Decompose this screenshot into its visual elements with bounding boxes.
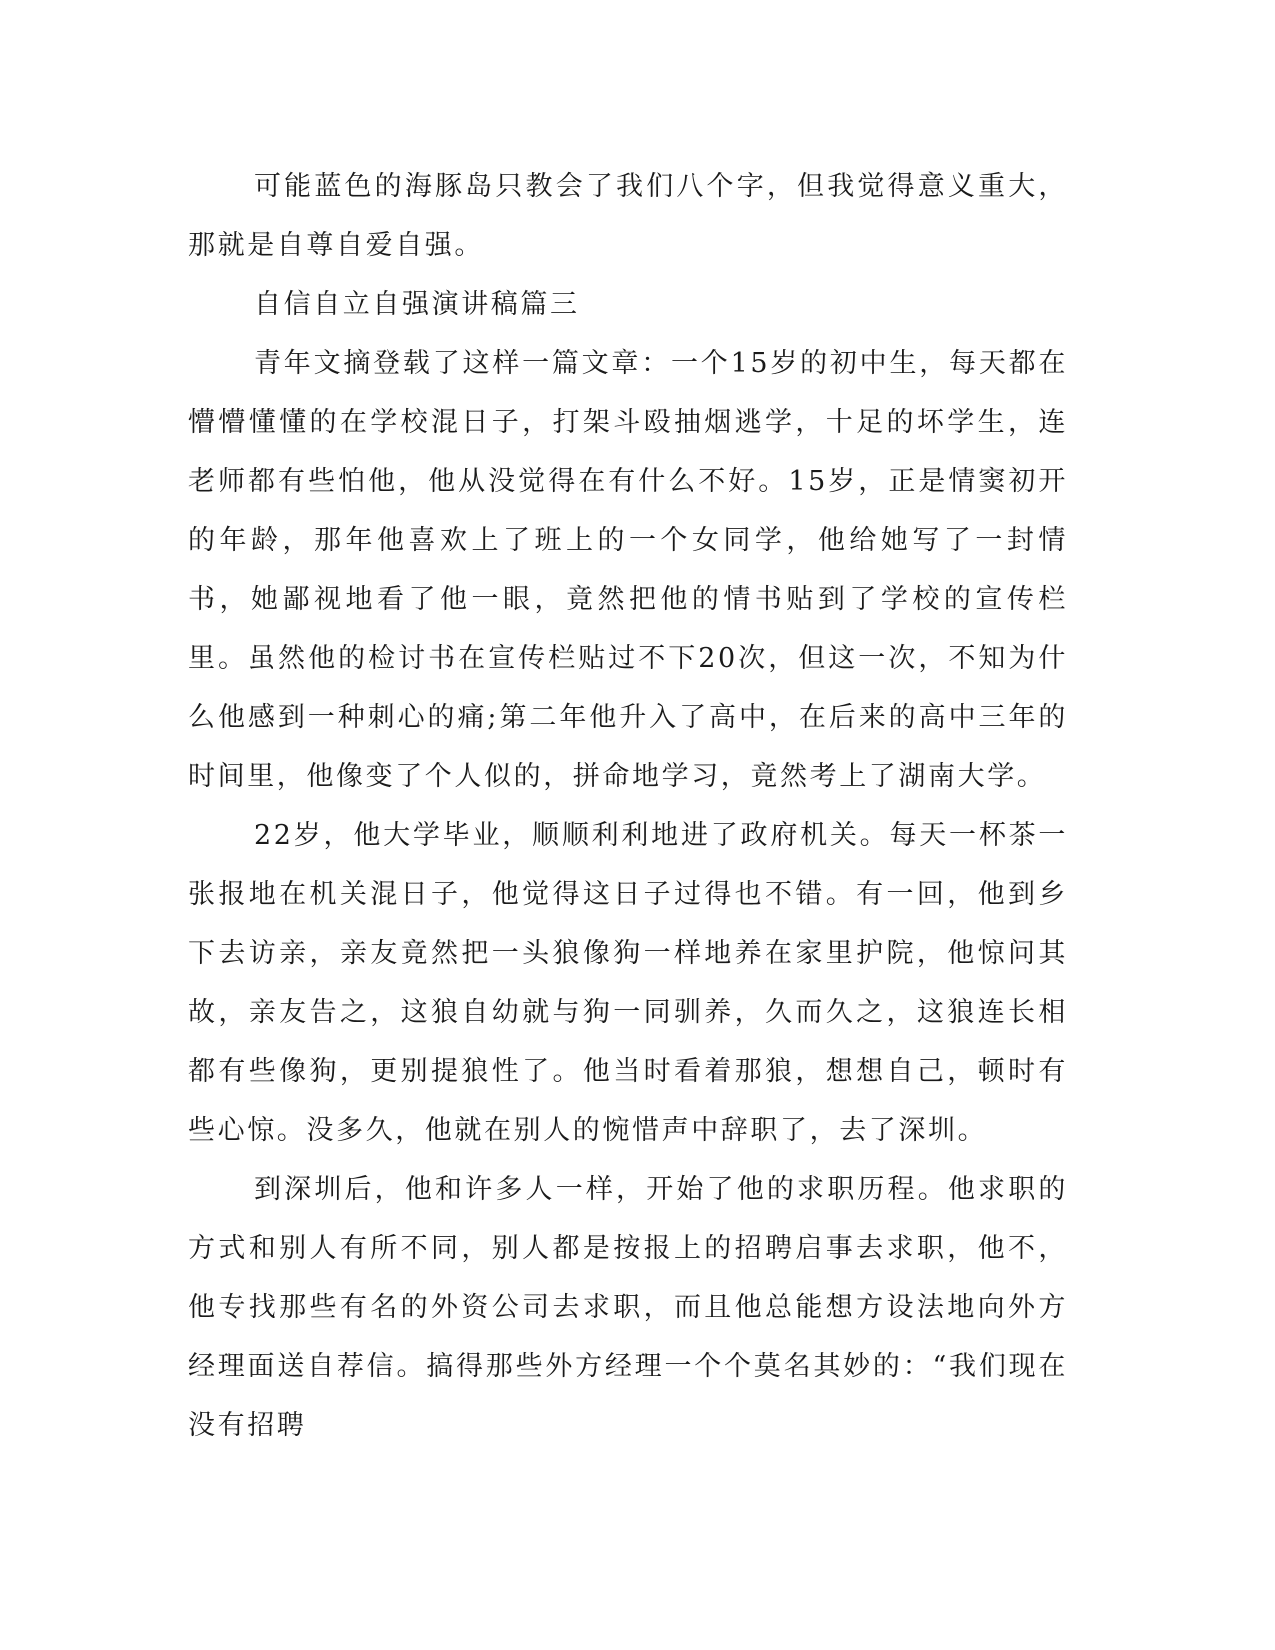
- section-heading: 自信自立自强演讲稿篇三: [254, 289, 580, 320]
- paragraph-story: 青年文摘登载了这样一篇文章：一个15岁的初中生，每天都在懵懵懂懂的在学校混日子，打架斗殴抽烟逃学，十足的坏学生，连老师都有些怕他，他从没觉得在有什么不好。15岁，正是情窦初开的年龄，那年他喜欢上了班上的一个女同学，他给她写了一封情书，她鄙视地看了他一眼，竟然把他的情书贴到了学校的宣传栏里。虽然他的检讨书在宣传栏贴过不下20次，但这一次，不知为什么他感到一种刺心的痛;第二年他升入了高中，在后来的高中三年的时间里，他像变了个人似的，拼命地学习，竟然考上了湖南大学。: [188, 348, 1068, 792]
- document-body: [188, 157, 1068, 1455]
- paragraph-shenzhen: 到深圳后，他和许多人一样，开始了他的求职历程。他求职的方式和别人有所不同，别人都是按报上的招聘启事去求职，他不，他专找那些有名的外资公司去求职，而且他总能想方设法地向外方经理面送自荐信。搞得那些外方经理一个个莫名其妙的：“我们现在没有招聘: [188, 1174, 1068, 1441]
- paragraph-graduation: 22岁，他大学毕业，顺顺利利地进了政府机关。每天一杯茶一张报地在机关混日子，他觉得这日子过得也不错。有一回，他到乡下去访亲，亲友竟然把一头狼像狗一样地养在家里护院，他惊问其故，亲友告之，这狼自幼就与狗一同驯养，久而久之，这狼连长相都有些像狗，更别提狼性了。他当时看着那狼，想想自己，顿时有些心惊。没多久，他就在别人的惋惜声中辞职了，去了深圳。: [188, 820, 1068, 1146]
- paragraph-intro: 可能蓝色的海豚岛只教会了我们八个字，但我觉得意义重大，那就是自尊自爱自强。: [188, 171, 1068, 261]
